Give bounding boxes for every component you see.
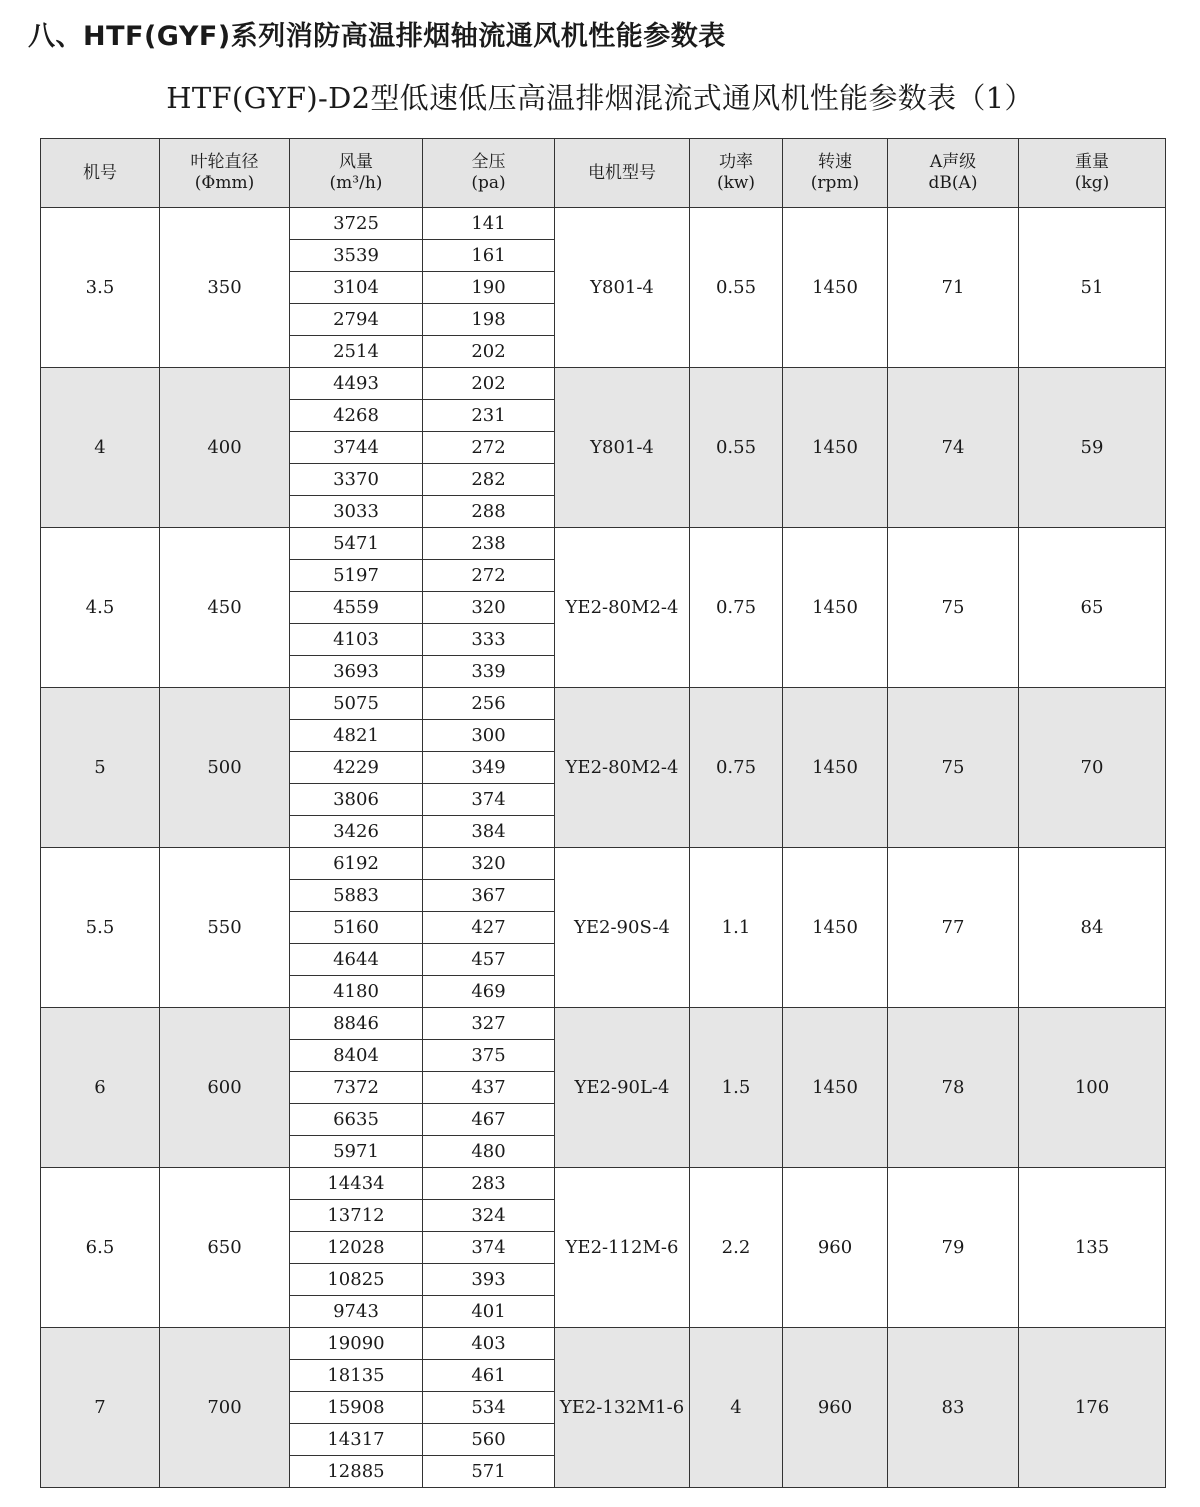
cell-airflow: 3033 — [290, 496, 423, 528]
cell-pressure: 427 — [423, 912, 555, 944]
cell-pressure: 374 — [423, 784, 555, 816]
header-motor-model: 电机型号 — [555, 139, 690, 208]
cell-noise: 78 — [888, 1008, 1019, 1168]
cell-airflow: 12885 — [290, 1456, 423, 1488]
cell-pressure: 320 — [423, 592, 555, 624]
header-speed-label: 转速 — [818, 152, 852, 172]
cell-model-no: 4 — [41, 368, 160, 528]
cell-motor-model: YE2-112M-6 — [555, 1168, 690, 1328]
header-impeller-dia-label: 叶轮直径 — [190, 152, 259, 172]
table-row — [41, 688, 1166, 720]
cell-airflow: 3744 — [290, 432, 423, 464]
cell-motor-model: YE2-80M2-4 — [555, 528, 690, 688]
cell-weight: 135 — [1019, 1168, 1166, 1328]
cell-power: 0.55 — [690, 208, 783, 368]
cell-motor-model: YE2-90S-4 — [555, 848, 690, 1008]
cell-model-no: 3.5 — [41, 208, 160, 368]
cell-motor-model: YE2-80M2-4 — [555, 688, 690, 848]
header-pressure-unit: (pa) — [471, 173, 506, 193]
cell-airflow: 9743 — [290, 1296, 423, 1328]
table-row — [41, 208, 1166, 240]
header-model-no: 机号 — [41, 139, 160, 208]
cell-airflow: 4229 — [290, 752, 423, 784]
cell-pressure: 403 — [423, 1328, 555, 1360]
cell-pressure: 161 — [423, 240, 555, 272]
cell-pressure: 480 — [423, 1136, 555, 1168]
table-row — [41, 848, 1166, 880]
cell-airflow: 8404 — [290, 1040, 423, 1072]
cell-pressure: 457 — [423, 944, 555, 976]
header-weight — [1019, 139, 1166, 208]
cell-pressure: 393 — [423, 1264, 555, 1296]
fan-parameter-table — [40, 138, 1166, 1488]
cell-pressure: 437 — [423, 1072, 555, 1104]
cell-airflow: 4821 — [290, 720, 423, 752]
cell-airflow: 4493 — [290, 368, 423, 400]
header-noise — [888, 139, 1019, 208]
header-noise-unit: dB(A) — [928, 173, 978, 193]
header-pressure — [423, 139, 555, 208]
cell-impeller-dia: 550 — [160, 848, 290, 1008]
cell-power: 1.5 — [690, 1008, 783, 1168]
header-power — [690, 139, 783, 208]
header-airflow — [290, 139, 423, 208]
cell-airflow: 4103 — [290, 624, 423, 656]
cell-speed: 1450 — [783, 848, 888, 1008]
cell-weight: 70 — [1019, 688, 1166, 848]
header-airflow-label: 风量 — [339, 152, 373, 172]
cell-pressure: 560 — [423, 1424, 555, 1456]
cell-airflow: 3104 — [290, 272, 423, 304]
header-power-unit: (kw) — [716, 173, 756, 193]
cell-airflow: 3693 — [290, 656, 423, 688]
table-row — [41, 1168, 1166, 1200]
cell-airflow: 4644 — [290, 944, 423, 976]
table-header-row — [41, 139, 1166, 208]
cell-pressure: 300 — [423, 720, 555, 752]
header-noise-label: A声级 — [929, 152, 977, 172]
header-impeller-dia-unit: (Φmm) — [194, 173, 255, 193]
cell-noise: 77 — [888, 848, 1019, 1008]
cell-power: 2.2 — [690, 1168, 783, 1328]
cell-pressure: 461 — [423, 1360, 555, 1392]
cell-airflow: 14434 — [290, 1168, 423, 1200]
cell-speed: 960 — [783, 1328, 888, 1488]
cell-airflow: 12028 — [290, 1232, 423, 1264]
cell-pressure: 256 — [423, 688, 555, 720]
cell-pressure: 272 — [423, 432, 555, 464]
cell-airflow: 15908 — [290, 1392, 423, 1424]
cell-airflow: 5883 — [290, 880, 423, 912]
cell-motor-model: YE2-90L-4 — [555, 1008, 690, 1168]
cell-airflow: 5971 — [290, 1136, 423, 1168]
cell-airflow: 3539 — [290, 240, 423, 272]
cell-model-no: 4.5 — [41, 528, 160, 688]
cell-weight: 176 — [1019, 1328, 1166, 1488]
cell-pressure: 534 — [423, 1392, 555, 1424]
table-row — [41, 368, 1166, 400]
cell-pressure: 467 — [423, 1104, 555, 1136]
cell-airflow: 6192 — [290, 848, 423, 880]
cell-airflow: 5160 — [290, 912, 423, 944]
cell-pressure: 320 — [423, 848, 555, 880]
header-weight-label: 重量 — [1075, 152, 1109, 172]
cell-speed: 1450 — [783, 528, 888, 688]
cell-airflow: 3426 — [290, 816, 423, 848]
cell-motor-model: Y801-4 — [555, 208, 690, 368]
cell-speed: 1450 — [783, 688, 888, 848]
section-heading: 八、HTF(GYF)系列消防高温排烟轴流通风机性能参数表 — [28, 21, 726, 52]
cell-model-no: 6 — [41, 1008, 160, 1168]
cell-noise: 71 — [888, 208, 1019, 368]
cell-pressure: 238 — [423, 528, 555, 560]
cell-airflow: 5075 — [290, 688, 423, 720]
cell-pressure: 190 — [423, 272, 555, 304]
header-weight-unit: (kg) — [1074, 173, 1110, 193]
cell-noise: 74 — [888, 368, 1019, 528]
header-airflow-unit: (m³/h) — [329, 173, 383, 193]
table-body — [41, 208, 1166, 1488]
cell-weight: 84 — [1019, 848, 1166, 1008]
cell-pressure: 339 — [423, 656, 555, 688]
cell-airflow: 13712 — [290, 1200, 423, 1232]
cell-motor-model: YE2-132M1-6 — [555, 1328, 690, 1488]
cell-pressure: 141 — [423, 208, 555, 240]
cell-pressure: 401 — [423, 1296, 555, 1328]
cell-airflow: 19090 — [290, 1328, 423, 1360]
cell-pressure: 324 — [423, 1200, 555, 1232]
cell-impeller-dia: 400 — [160, 368, 290, 528]
cell-airflow: 18135 — [290, 1360, 423, 1392]
cell-power: 0.75 — [690, 528, 783, 688]
cell-impeller-dia: 500 — [160, 688, 290, 848]
cell-impeller-dia: 650 — [160, 1168, 290, 1328]
cell-airflow: 5197 — [290, 560, 423, 592]
cell-airflow: 3725 — [290, 208, 423, 240]
cell-impeller-dia: 350 — [160, 208, 290, 368]
cell-power: 0.75 — [690, 688, 783, 848]
cell-model-no: 5.5 — [41, 848, 160, 1008]
cell-weight: 59 — [1019, 368, 1166, 528]
cell-weight: 65 — [1019, 528, 1166, 688]
table-title: HTF(GYF)-D2型低速低压高温排烟混流式通风机性能参数表（1） — [166, 81, 1034, 115]
header-pressure-label: 全压 — [471, 152, 506, 172]
cell-pressure: 375 — [423, 1040, 555, 1072]
cell-pressure: 327 — [423, 1008, 555, 1040]
cell-impeller-dia: 450 — [160, 528, 290, 688]
cell-airflow: 2514 — [290, 336, 423, 368]
cell-power: 0.55 — [690, 368, 783, 528]
table-row — [41, 1008, 1166, 1040]
cell-pressure: 367 — [423, 880, 555, 912]
cell-pressure: 282 — [423, 464, 555, 496]
cell-pressure: 202 — [423, 336, 555, 368]
cell-impeller-dia: 600 — [160, 1008, 290, 1168]
table-row — [41, 528, 1166, 560]
cell-weight: 51 — [1019, 208, 1166, 368]
cell-noise: 75 — [888, 528, 1019, 688]
cell-noise: 83 — [888, 1328, 1019, 1488]
cell-pressure: 231 — [423, 400, 555, 432]
cell-speed: 1450 — [783, 1008, 888, 1168]
cell-noise: 79 — [888, 1168, 1019, 1328]
cell-airflow: 7372 — [290, 1072, 423, 1104]
header-impeller-dia — [160, 139, 290, 208]
cell-pressure: 288 — [423, 496, 555, 528]
cell-airflow: 4559 — [290, 592, 423, 624]
cell-pressure: 333 — [423, 624, 555, 656]
cell-airflow: 3370 — [290, 464, 423, 496]
cell-noise: 75 — [888, 688, 1019, 848]
cell-speed: 1450 — [783, 368, 888, 528]
header-power-label: 功率 — [719, 152, 753, 172]
header-speed-unit: (rpm) — [810, 173, 860, 193]
cell-airflow: 2794 — [290, 304, 423, 336]
cell-speed: 1450 — [783, 208, 888, 368]
cell-pressure: 571 — [423, 1456, 555, 1488]
cell-power: 4 — [690, 1328, 783, 1488]
table-row — [41, 1328, 1166, 1360]
cell-weight: 100 — [1019, 1008, 1166, 1168]
cell-pressure: 272 — [423, 560, 555, 592]
cell-airflow: 8846 — [290, 1008, 423, 1040]
cell-pressure: 202 — [423, 368, 555, 400]
cell-airflow: 4180 — [290, 976, 423, 1008]
cell-airflow: 14317 — [290, 1424, 423, 1456]
cell-pressure: 283 — [423, 1168, 555, 1200]
cell-pressure: 349 — [423, 752, 555, 784]
cell-airflow: 4268 — [290, 400, 423, 432]
cell-pressure: 198 — [423, 304, 555, 336]
cell-airflow: 10825 — [290, 1264, 423, 1296]
cell-airflow: 5471 — [290, 528, 423, 560]
cell-motor-model: Y801-4 — [555, 368, 690, 528]
cell-airflow: 6635 — [290, 1104, 423, 1136]
cell-model-no: 7 — [41, 1328, 160, 1488]
cell-impeller-dia: 700 — [160, 1328, 290, 1488]
cell-model-no: 5 — [41, 688, 160, 848]
cell-airflow: 3806 — [290, 784, 423, 816]
cell-pressure: 374 — [423, 1232, 555, 1264]
cell-pressure: 384 — [423, 816, 555, 848]
cell-pressure: 469 — [423, 976, 555, 1008]
header-speed — [783, 139, 888, 208]
cell-power: 1.1 — [690, 848, 783, 1008]
cell-speed: 960 — [783, 1168, 888, 1328]
cell-model-no: 6.5 — [41, 1168, 160, 1328]
